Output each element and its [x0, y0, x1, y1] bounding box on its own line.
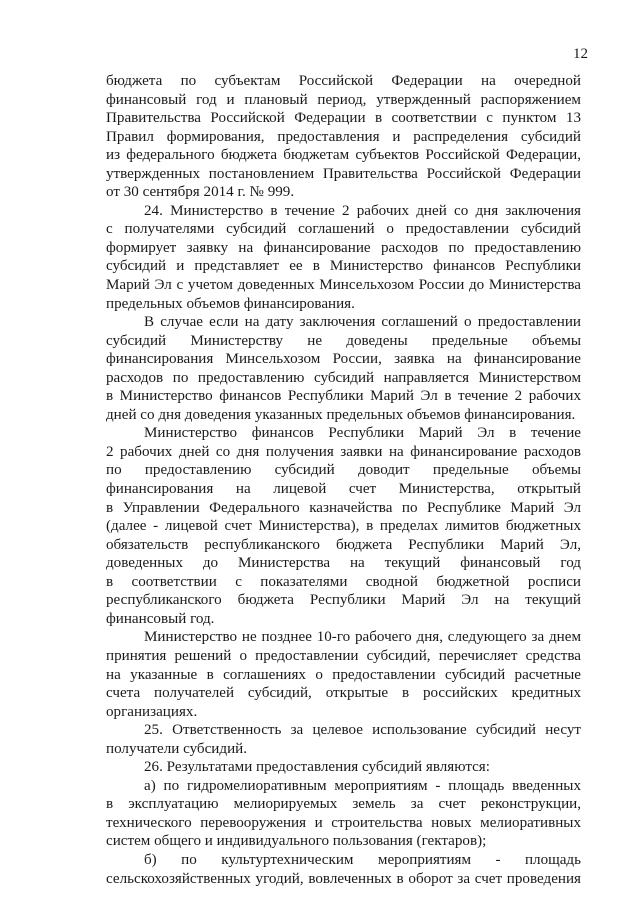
- text-line: б) по культуртехническим мероприятиям - площадь: [144, 851, 581, 868]
- text-line: сельскохозяйственных угодий, вовлеченных в оборот за счет проведения: [106, 870, 581, 887]
- text-line: по предоставлению субсидий доводит предельные объемы: [106, 462, 581, 479]
- paragraph: [106, 72, 581, 202]
- paragraph: [106, 758, 581, 777]
- text-line: финансовый год и плановый период, утвержденный распоряжением: [106, 91, 581, 108]
- paragraph: [106, 851, 581, 888]
- text-line: 26. Результатами предоставления субсидий являются:: [144, 759, 490, 776]
- text-line: обязательств республиканского бюджета Республики Марий Эл,: [106, 536, 581, 553]
- text-line: Министерство финансов Республики Марий Эл в течение: [144, 425, 581, 442]
- text-line: Министерство не позднее 10-го рабочего дня, следующего за днем: [144, 629, 581, 646]
- text-line: 24. Министерство в течение 2 рабочих дней со дня заключения: [144, 202, 581, 219]
- paragraph: [106, 777, 581, 851]
- text-line: 2 рабочих дней со дня получения заявки на финансирование расходов: [106, 443, 581, 460]
- text-line: а) по гидромелиоративным мероприятиям - площадь введенных: [144, 777, 581, 794]
- page-number: 12: [573, 46, 588, 62]
- text-line: 25. Ответственность за целевое использование субсидий несут: [144, 722, 581, 739]
- text-line: с получателями субсидий соглашений о предоставлении субсидий: [106, 221, 581, 238]
- text-line: финансовый год.: [106, 610, 215, 627]
- text-line: доведенных до Министерства на текущий финансовый год: [106, 555, 581, 572]
- text-line: В случае если на дату заключения соглашений о предоставлении: [144, 314, 581, 331]
- text-line: бюджета по субъектам Российской Федерации на очередной: [106, 73, 581, 89]
- paragraph: [106, 628, 581, 721]
- text-line: в Министерство финансов Республики Марий Эл в течение 2 рабочих: [106, 388, 581, 405]
- text-line: республиканского бюджета Республики Марий Эл на текущий: [106, 592, 581, 609]
- text-line: утвержденных постановлением Правительства Российской Федерации: [106, 165, 581, 182]
- paragraph: [106, 202, 581, 313]
- paragraph: [106, 424, 581, 628]
- text-line: от 30 сентября 2014 г. № 999.: [106, 184, 295, 201]
- text-line: Правительства Российской Федерации в соответствии с пунктом 13: [106, 110, 581, 127]
- text-line: на указанные в соглашениях о предоставлении субсидий расчетные: [106, 666, 581, 683]
- text-line: предельных объемов финансирования.: [106, 295, 355, 312]
- text-line: Марий Эл с учетом доведенных Минсельхозом России до Министерства: [106, 277, 581, 294]
- text-line: систем общего и индивидуального пользования (гектаров);: [106, 833, 487, 850]
- text-line: дней со дня доведения указанных предельных объемов финансирования.: [106, 406, 576, 423]
- text-line: расходов по предоставлению субсидий направляется Министерством: [106, 369, 581, 386]
- text-line: финансирования на лицевой счет Министерства, открытый: [106, 481, 581, 498]
- paragraph: [106, 721, 581, 758]
- text-line: технического перевооружения и строительства новых мелиоративных: [106, 814, 581, 831]
- text-line: в эксплуатацию мелиорируемых земель за счет реконструкции,: [106, 796, 581, 813]
- text-line: счета получателей субсидий, открытые в российских кредитных: [106, 685, 581, 702]
- text-line: (далее - лицевой счет Министерства), в пределах лимитов бюджетных: [106, 518, 581, 535]
- text-line: принятия решений о предоставлении субсидий, перечисляет средства: [106, 647, 581, 664]
- text-line: формирует заявку на финансирование расходов по предоставлению: [106, 239, 581, 256]
- text-line: получатели субсидий.: [106, 740, 247, 757]
- text-line: в соответствии с показателями сводной бюджетной росписи: [106, 573, 581, 590]
- text-line: субсидий Министерству не доведены предельные объемы: [106, 332, 581, 349]
- text-line: субсидий и представляет ее в Министерство финансов Республики: [106, 258, 581, 275]
- document-body: [106, 72, 581, 888]
- text-line: Правил формирования, предоставления и распределения субсидий: [106, 128, 581, 145]
- text-line: в Управлении Федерального казначейства по Республике Марий Эл: [106, 499, 581, 516]
- text-line: из федерального бюджета бюджетам субъектов Российской Федерации,: [106, 147, 581, 164]
- text-line: организациях.: [106, 703, 198, 720]
- paragraph: [106, 313, 581, 424]
- text-line: финансирования Минсельхозом России, заявка на финансирование: [106, 351, 581, 368]
